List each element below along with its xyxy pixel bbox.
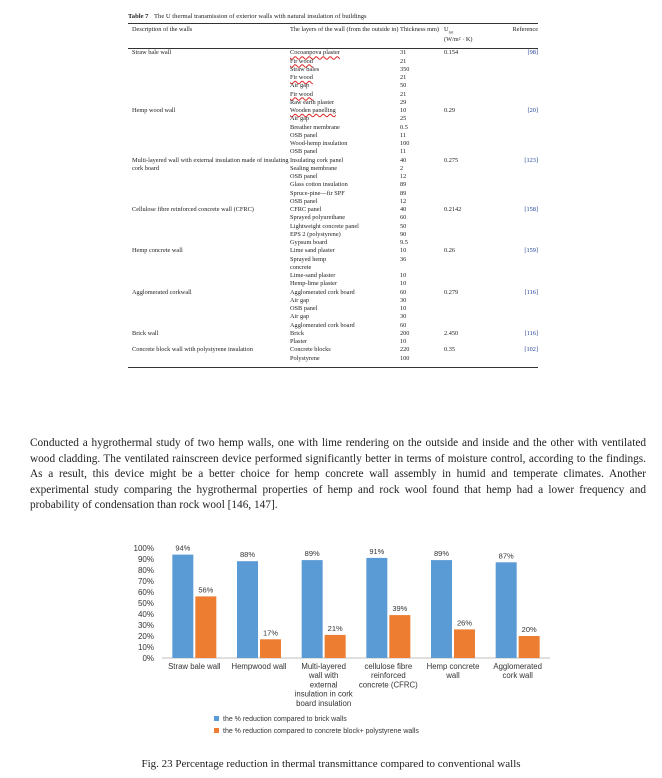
- u-value: 0.279: [444, 288, 459, 296]
- layer-thickness: 36: [400, 255, 407, 263]
- layer-name: Air gap: [290, 115, 310, 123]
- layer-name: EPS 2 (polystyrene): [290, 230, 341, 238]
- table-body: [128, 49, 538, 367]
- layer-name: Glass cotton insulation: [290, 181, 348, 189]
- y-tick-label: 40%: [137, 610, 154, 619]
- data-label: 89%: [433, 549, 450, 559]
- body-paragraph: Conducted a hygrothermal study of two hemp walls, one with lime rendering on the outside and inside and the other with ventilated wood cladding. The ventilated rainscreen device performed significantly better in terms of moisture control, according to the findings. As a result, this device might be a better choice for hemp concrete wall assembly in humid and temperate climates. Another experimental study comparing the hygrothermal properties of hemp and rock wool found that hemp had a lower frequency and probability of condensation than rock wool [146, 147].: [30, 437, 646, 512]
- layer-name: Lightweight concrete panel: [290, 222, 359, 230]
- legend-label: the % reduction compared to brick walls: [223, 716, 347, 723]
- layer-thickness: 50: [400, 222, 407, 230]
- wall-description: Concrete block wall with polystyrene insulation: [132, 346, 253, 354]
- layer-thickness: 100: [400, 354, 410, 362]
- layer-thickness: 10: [400, 247, 407, 255]
- layer-thickness: 11: [400, 148, 407, 156]
- layer-thickness: 10: [400, 272, 407, 279]
- data-label: 91%: [369, 546, 385, 556]
- data-label: 21%: [327, 623, 343, 633]
- layer-thickness: 60: [400, 321, 407, 329]
- bar-concrete-2: [325, 635, 346, 658]
- bar-brick-3: [366, 558, 387, 658]
- layer-thicknesses: [400, 330, 444, 347]
- wall-layers: [290, 346, 400, 363]
- reference-link[interactable]: [116]: [524, 329, 538, 337]
- layer-name: Sprayed hemp: [290, 255, 327, 263]
- header-u-sub: tot: [448, 29, 454, 35]
- x-category-label: reinforced: [370, 671, 406, 681]
- layer-name: Lime sand plaster: [290, 247, 335, 255]
- table-row: [128, 206, 538, 247]
- layer-thickness: 350: [400, 65, 410, 73]
- x-category-label: Multi-layered: [301, 662, 346, 671]
- reference-link[interactable]: [98]: [527, 49, 538, 57]
- data-label: 89%: [304, 549, 320, 559]
- layer-thickness: 21: [400, 57, 407, 65]
- layer-name: Wooden panelling: [290, 107, 336, 114]
- layer-thicknesses: [400, 107, 444, 157]
- x-category-label: external: [309, 680, 338, 690]
- y-tick-label: 20%: [137, 632, 154, 641]
- wall-description: Hemp wood wall: [132, 107, 176, 114]
- layer-thicknesses: [400, 289, 444, 330]
- layer-name: Air gap: [290, 296, 310, 304]
- layer-thickness: 30: [400, 313, 407, 321]
- bar-concrete-0: [195, 596, 216, 658]
- layer-thicknesses: [400, 206, 444, 247]
- table-caption-text: The U thermal transmission of exterior walls with natural insulation of buildings: [154, 13, 367, 20]
- layer-thickness: 89: [400, 181, 407, 189]
- wall-description: Straw bale wall: [132, 49, 172, 57]
- layer-thickness: 21: [400, 74, 407, 81]
- u-value: 0.26: [444, 247, 456, 255]
- x-category-label: cork wall: [502, 671, 533, 681]
- reference-link[interactable]: [20]: [527, 107, 538, 114]
- layer-name: OSB panel: [290, 148, 318, 156]
- layer-name: Cocoanpova plaster: [290, 49, 340, 57]
- table-row: [128, 330, 538, 347]
- layer-name: Plaster: [290, 338, 308, 345]
- layer-thickness: 100: [400, 140, 410, 147]
- layer-thickness: 2: [400, 164, 404, 172]
- layer-name: Agglomerated cork board: [290, 321, 355, 329]
- reference-link[interactable]: [102]: [524, 346, 538, 354]
- table-caption: [128, 12, 538, 23]
- layer-name: Sprayed polyurethane: [290, 214, 346, 222]
- layer-thicknesses: [400, 49, 444, 107]
- layer-thickness: 11: [400, 131, 407, 139]
- layer-thickness: 89: [400, 189, 407, 197]
- x-category-label: board insulation: [296, 698, 352, 708]
- u-value: 0.275: [444, 156, 459, 164]
- table-bottom-rule: [128, 367, 538, 368]
- bar-brick-5: [496, 562, 517, 658]
- reference-link[interactable]: [158]: [524, 206, 538, 213]
- x-category-label: wall with: [308, 671, 339, 681]
- layer-name: Wood-hemp insulation: [290, 140, 348, 147]
- x-category-label: Agglomerated: [493, 662, 542, 671]
- layer-name: Concrete blocks: [290, 346, 331, 354]
- x-category-label: concrete (CFRC): [358, 680, 418, 690]
- layer-name: Breather membrane: [290, 123, 340, 131]
- table-row: [128, 247, 538, 288]
- layer-thickness: 9.5: [400, 239, 408, 246]
- wall-layers: [290, 206, 400, 247]
- layer-name: OSB panel: [290, 305, 318, 312]
- y-tick-label: 30%: [137, 621, 154, 630]
- wall-description: Cellulose fibre reinforced concrete wall (CFRC): [132, 206, 254, 213]
- y-tick-label: 0%: [142, 654, 154, 663]
- u-value: 0.29: [444, 107, 456, 114]
- layer-name: Lime-sand plaster: [290, 272, 336, 279]
- layer-thickness: 40: [400, 206, 407, 213]
- layer-thickness: 12: [400, 197, 407, 205]
- layer-thickness: [400, 264, 444, 272]
- wall-layers: [290, 247, 400, 288]
- layer-name: Sealing membrane: [290, 164, 338, 172]
- wall-layers: [290, 157, 400, 207]
- data-label: 20%: [521, 625, 537, 634]
- thermal-reduction-bar-chart: [120, 540, 560, 740]
- header-thickness: Thickness mm): [400, 26, 439, 33]
- bar-brick-2: [302, 560, 323, 658]
- layer-thicknesses: [400, 247, 444, 288]
- bar-concrete-1: [260, 639, 281, 658]
- wall-description: Agglomerated corkwall: [132, 288, 192, 296]
- layer-name: Air gap: [290, 313, 310, 321]
- x-category-label: Hemp concrete: [426, 662, 480, 671]
- data-label: 88%: [239, 550, 256, 560]
- data-label: 56%: [198, 585, 214, 595]
- table-row: [128, 157, 538, 207]
- y-tick-label: 90%: [137, 555, 154, 564]
- y-tick-label: 70%: [137, 577, 154, 586]
- wall-layers: [290, 289, 400, 330]
- data-label: 17%: [262, 628, 279, 638]
- reference-link[interactable]: [116]: [524, 288, 538, 296]
- x-category-label: Straw bale wall: [168, 662, 221, 671]
- wall-description: Multi-layered wall with external insulation made of insulating cork board: [132, 156, 289, 172]
- layer-thickness: 60: [400, 288, 407, 296]
- table-row: [128, 346, 538, 363]
- layer-thickness: 40: [400, 156, 407, 164]
- y-tick-label: 10%: [137, 643, 154, 652]
- bar-brick-4: [431, 560, 452, 658]
- header-reference: Reference: [512, 26, 538, 33]
- y-tick-label: 60%: [137, 588, 154, 597]
- layer-thickness: 12: [400, 173, 407, 180]
- header-u-unit: (W/m² · K): [444, 36, 473, 44]
- layer-thickness: 29: [400, 98, 407, 106]
- layer-name: Fir wood: [290, 57, 313, 65]
- layer-name: Raw earth plaster: [290, 98, 335, 106]
- layer-name: Polystyrene: [290, 354, 320, 362]
- legend-label: the % reduction compared to concrete block+ polystyrene walls: [223, 728, 419, 735]
- u-value: 0.35: [444, 346, 456, 354]
- layer-name: Air gap: [290, 82, 310, 90]
- layer-thickness: 21: [400, 90, 407, 98]
- layer-name: Agglomerated cork board: [290, 288, 355, 296]
- layer-name: Spruce-pine—fir SPF: [290, 189, 345, 197]
- data-label: 39%: [392, 604, 408, 614]
- legend-swatch: [214, 728, 219, 733]
- layer-name: Straw bales: [290, 65, 320, 73]
- data-label: 87%: [498, 551, 514, 561]
- layer-thickness: 220: [400, 346, 410, 354]
- layer-thickness: 10: [400, 338, 407, 345]
- data-label: 26%: [456, 618, 473, 628]
- reference-link[interactable]: [123]: [524, 156, 538, 164]
- header-description: Description of the walls: [132, 26, 193, 33]
- layer-thickness: 0.5: [400, 123, 408, 131]
- layer-thicknesses: [400, 346, 444, 363]
- layer-thickness: 60: [400, 214, 407, 222]
- layer-thickness: 50: [400, 82, 407, 90]
- bar-brick-1: [237, 561, 258, 658]
- data-label: 94%: [175, 543, 191, 553]
- layer-name: CFRC panel: [290, 206, 322, 213]
- bar-brick-0: [172, 555, 193, 658]
- layer-name: concrete: [290, 263, 312, 271]
- layer-name: OSB panel: [290, 197, 318, 205]
- table-row: [128, 289, 538, 330]
- layer-name: Insulating cork panel: [290, 156, 344, 164]
- layer-name: OSB panel: [290, 131, 318, 139]
- layer-thickness: 200: [400, 329, 410, 337]
- layer-name: Fir wood: [290, 74, 313, 81]
- layer-name: Brick: [290, 329, 304, 337]
- y-tick-label: 50%: [137, 599, 154, 608]
- table-row: [128, 49, 538, 107]
- layer-name: OSB panel: [290, 173, 318, 180]
- layer-thickness: 10: [400, 280, 407, 288]
- x-category-label: wall: [446, 671, 460, 681]
- header-u-value: [444, 26, 500, 44]
- table-row: [128, 107, 538, 157]
- layer-thickness: 25: [400, 115, 407, 123]
- bar-concrete-3: [389, 615, 410, 658]
- layer-thickness: 10: [400, 305, 407, 312]
- x-category-label: cellulose fibre: [364, 662, 413, 671]
- legend-swatch: [214, 716, 219, 721]
- layer-thickness: 90: [400, 230, 407, 238]
- layer-name: Hemp-lime plaster: [290, 280, 338, 288]
- u-value: 0.2142: [444, 206, 462, 213]
- wall-layers: [290, 107, 400, 157]
- layer-thickness: 10: [400, 107, 407, 114]
- bar-concrete-4: [454, 629, 475, 658]
- layer-thickness: 31: [400, 49, 407, 57]
- x-category-label: Hempwood wall: [231, 662, 287, 671]
- wall-layers: [290, 330, 400, 347]
- layer-thickness: 30: [400, 296, 407, 304]
- u-value: 0.154: [444, 49, 459, 57]
- header-layers: The layers of the wall (from the outside in): [290, 26, 399, 33]
- layer-thicknesses: [400, 157, 444, 207]
- y-tick-label: 80%: [137, 566, 154, 575]
- wall-u-value-table: [128, 12, 538, 368]
- u-value: 2.450: [444, 329, 459, 337]
- table-label: Table 7: [128, 13, 149, 20]
- x-category-label: insulation in cork: [294, 689, 353, 699]
- header-u-symbol: U: [444, 26, 449, 33]
- wall-description: Brick wall: [132, 329, 159, 337]
- bar-concrete-5: [519, 636, 540, 658]
- layer-name: Fir wood: [290, 90, 313, 98]
- wall-layers: [290, 49, 400, 107]
- layer-name: Gypsum board: [290, 239, 328, 246]
- reference-link[interactable]: [159]: [524, 247, 538, 255]
- table-header-row: [128, 24, 538, 48]
- wall-description: Hemp concrete wall: [132, 247, 183, 255]
- y-tick-label: 100%: [133, 544, 154, 553]
- figure-caption: Fig. 23 Percentage reduction in thermal transmittance compared to conventional walls: [141, 758, 521, 770]
